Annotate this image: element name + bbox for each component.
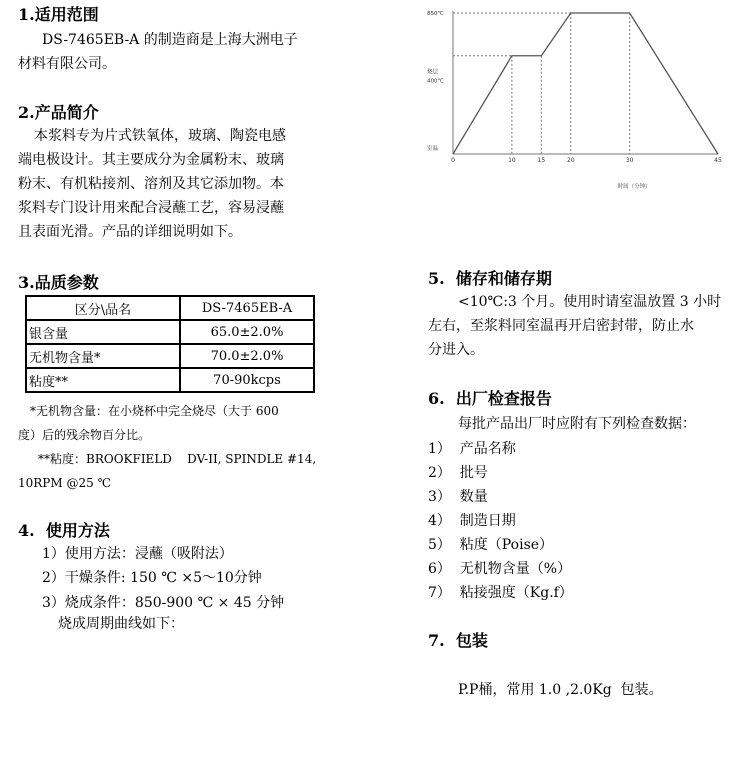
s6-item: 4） 制造日期 (428, 513, 516, 529)
s2-line: 端电极设计。其主要成分为金属粉末、玻璃 (18, 152, 284, 168)
table-header-cell: DS-7465EB-A (180, 296, 314, 320)
section-3-title: 3.品质参数 (18, 273, 99, 292)
table-row (26, 368, 314, 392)
s1-line2: 材料有限公司。 (18, 56, 116, 72)
s2-line: 且表面光滑。产品的详细说明如下。 (18, 224, 242, 240)
x-tick-label: 0 (451, 157, 455, 164)
table-header-row (26, 296, 314, 320)
s6-item: 2） 批号 (428, 465, 488, 481)
s6-item: 1） 产品名称 (428, 441, 516, 457)
table-cell: 65.0±2.0% (180, 320, 314, 344)
s1-line1: DS-7465EB-A 的制造商是上海大洲电子 (42, 32, 298, 48)
y-label-400: 400℃ (427, 78, 444, 85)
note-inorganic-1: *无机物含量：在小烧杯中完全烧尽（大于 600 (30, 404, 279, 418)
table-cell: 70.0±2.0% (180, 344, 314, 368)
quality-params-table (25, 295, 315, 393)
section-6-title: 6. 出厂检查报告 (428, 389, 552, 408)
x-tick-label: 15 (537, 157, 546, 164)
s7-text: P.P桶，常用 1.0 ,2.0Kg 包装。 (458, 682, 663, 698)
table-cell: 无机物含量* (26, 344, 180, 368)
x-tick-label: 20 (566, 157, 575, 164)
s5-line1: <10℃:3 个月。使用时请室温放置 3 小时 (458, 294, 722, 310)
section-4-title: 4. 使用方法 (18, 521, 110, 540)
s4-item: 烧成周期曲线如下： (58, 616, 184, 632)
s6-item: 6） 无机物含量（%） (428, 561, 572, 577)
s2-line: 粉末、有机粘接剂、溶剂及其它添加物。本 (18, 176, 284, 192)
section-2-title: 2.产品简介 (18, 103, 99, 122)
s2-line: 浆料专门设计用来配合浸蘸工艺，容易浸蘸 (18, 200, 284, 216)
s5-line2: 左右，至浆料同室温再开启密封带，防止水 (428, 318, 694, 334)
s2-line: 本浆料专为片式铁氧体，玻璃、陶瓷电感 (34, 128, 286, 144)
note-viscosity-1: **粘度：BROOKFIELD DV-II, SPINDLE #14, (38, 452, 317, 466)
table-row (26, 344, 314, 368)
table-cell: 70-90kcps (180, 368, 314, 392)
section-5-title: 5. 储存和储存期 (428, 269, 552, 288)
firing-curve-line (453, 13, 718, 154)
table-cell: 粘度** (26, 368, 180, 392)
section-1-title: 1.适用范围 (18, 5, 99, 24)
table-row (26, 320, 314, 344)
s6-item: 7） 粘接强度（Kg.f） (428, 585, 573, 601)
y-label-room-temp: 室温 (427, 146, 439, 152)
note-inorganic-2: 度）后的残余物百分比。 (18, 428, 151, 442)
s4-item: 2）干燥条件: 150 ℃ ×5～10分钟 (42, 570, 262, 586)
x-axis-label: 时间（分钟） (617, 184, 651, 190)
y-label-850: 850℃ (427, 11, 444, 17)
x-tick-label: 30 (625, 157, 634, 164)
note-viscosity-2: 10RPM @25 ℃ (18, 476, 111, 490)
s4-item: 1）使用方法：浸蘸（吸附法） (42, 546, 233, 562)
y-label-firing: 烧层 (427, 69, 439, 76)
section-7-title: 7. 包装 (428, 631, 488, 650)
table-cell: 银含量 (26, 320, 180, 344)
table-header-cell: 区分\品名 (26, 296, 180, 320)
s6-item: 5） 粘度（Poise） (428, 537, 554, 553)
x-tick-label: 10 (508, 157, 516, 164)
s5-line3: 分进入。 (428, 342, 484, 358)
s6-intro: 每批产品出厂时应附有下列检查数据： (458, 416, 696, 432)
firing-curve-chart (425, 2, 725, 192)
x-tick-label: 45 (714, 157, 722, 164)
s6-item: 3） 数量 (428, 489, 488, 505)
s4-item: 3）烧成条件：850-900 ℃ × 45 分钟 (42, 595, 285, 611)
